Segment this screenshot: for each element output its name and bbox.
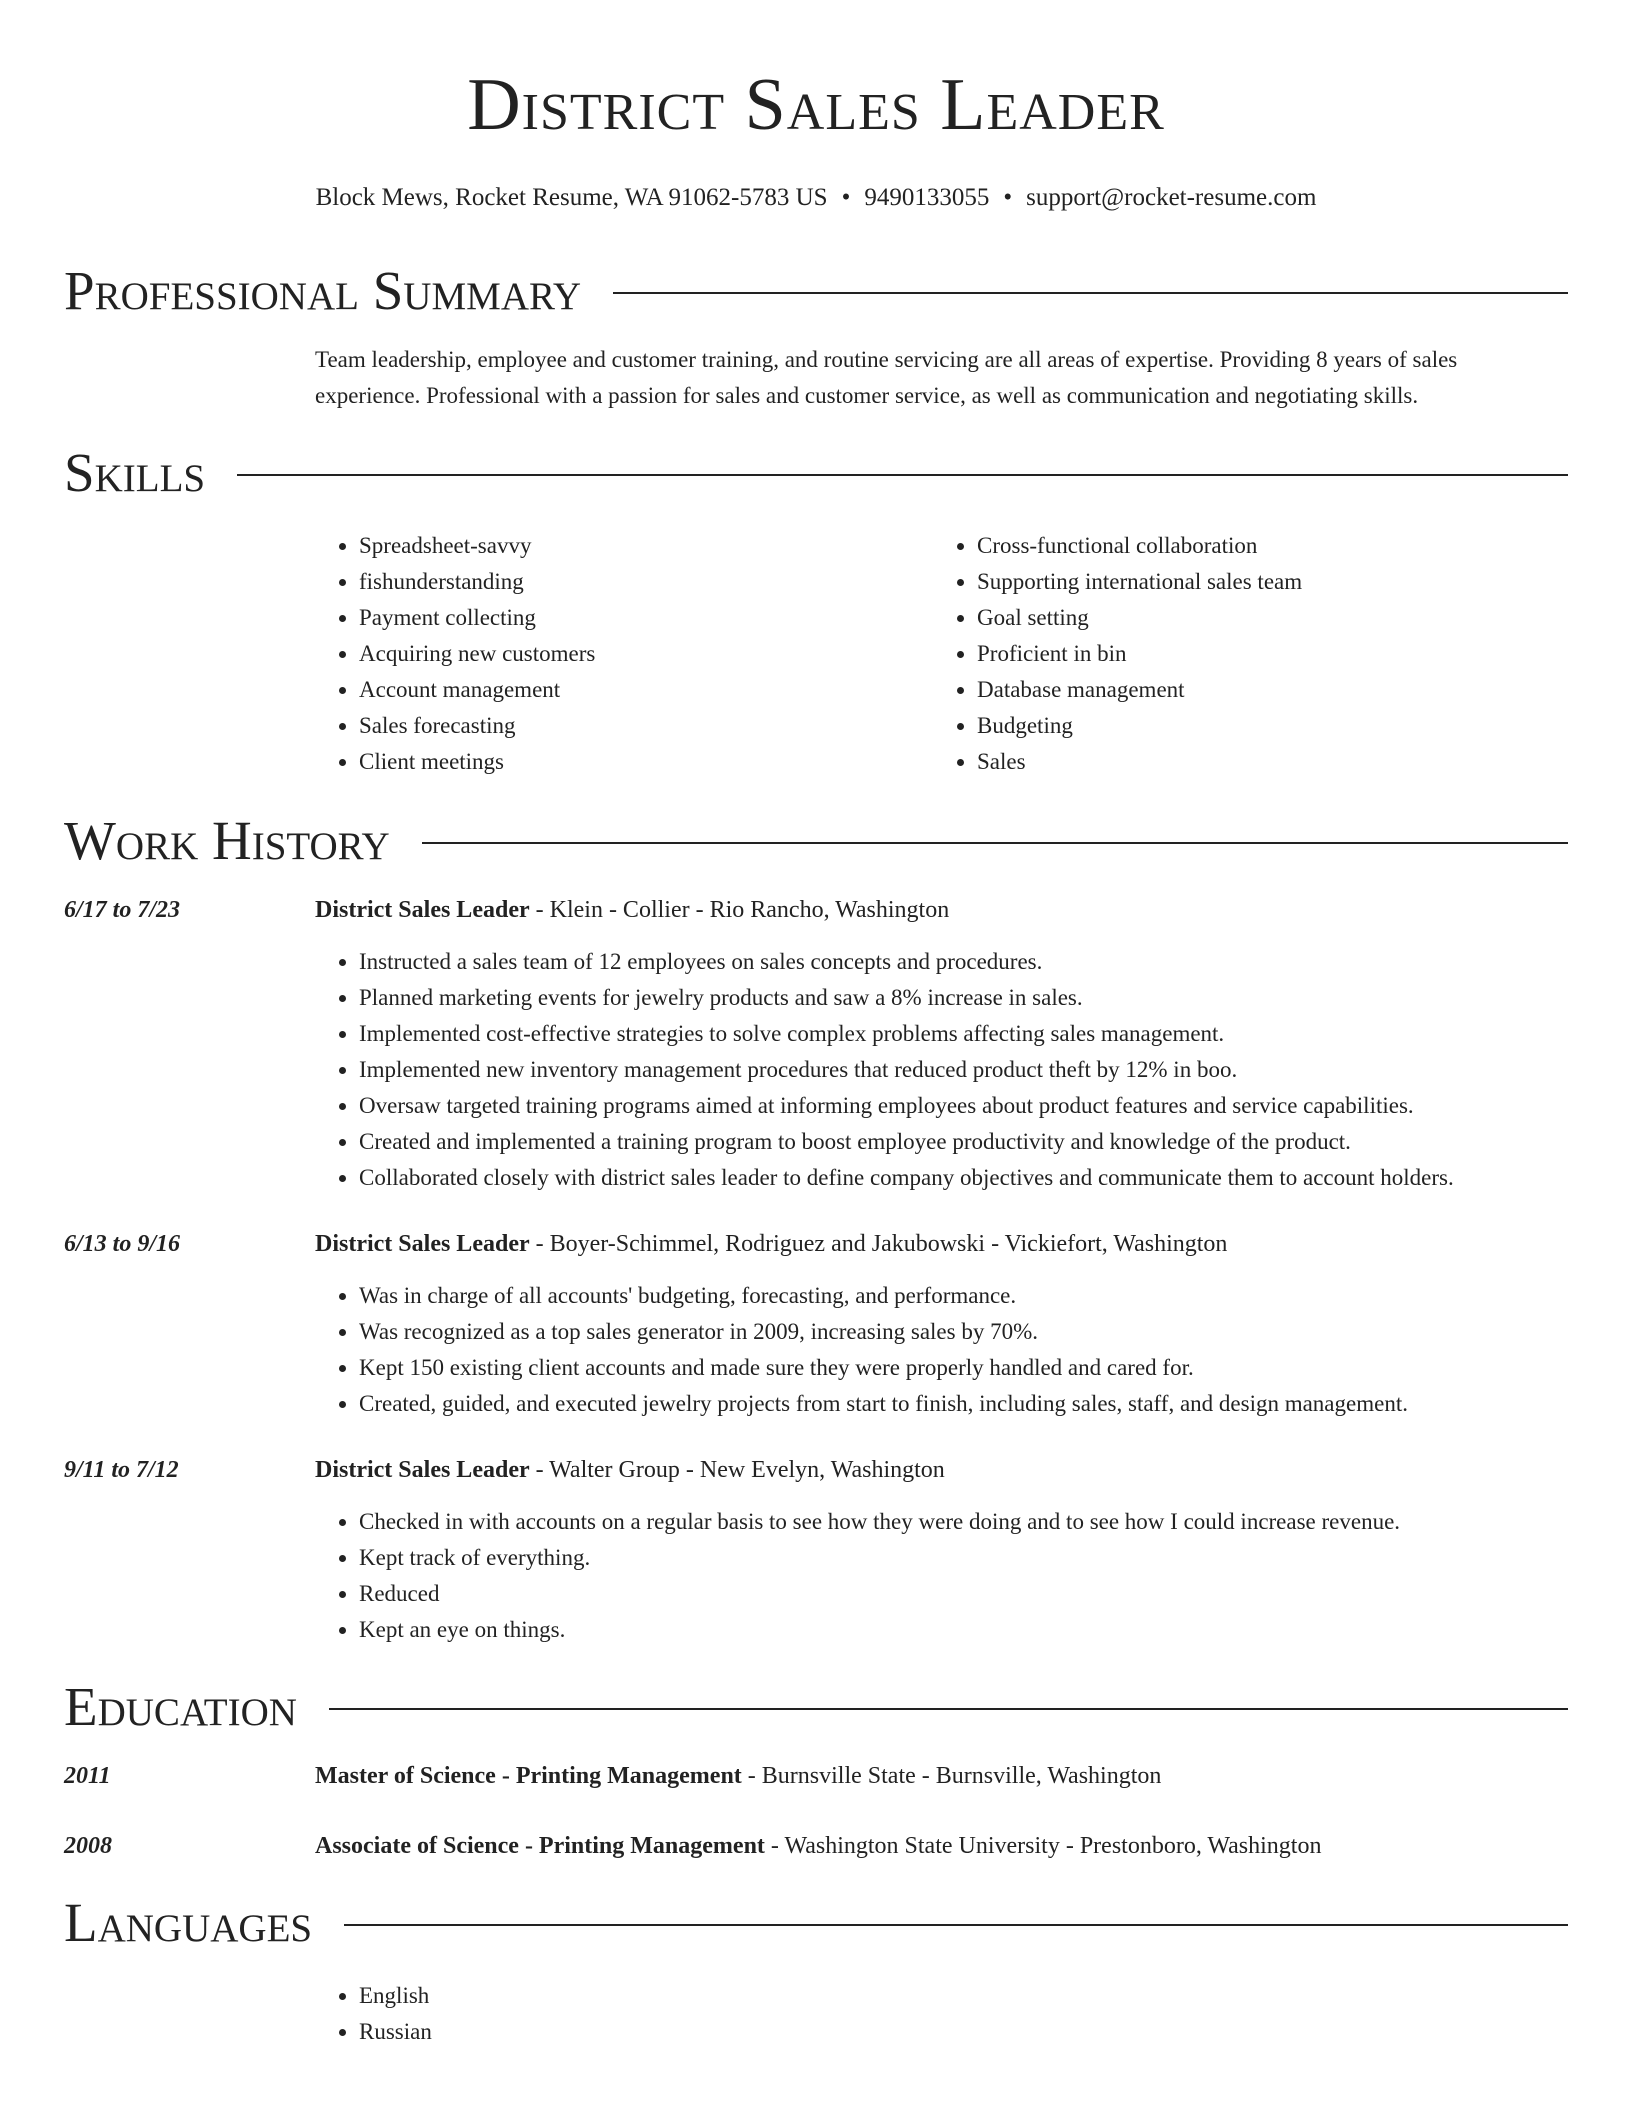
job-details: - Walter Group - New Evelyn, Washington [529,1457,945,1483]
summary-section-header [64,258,1568,324]
job-bullets [315,1278,1568,1422]
job-role: District Sales Leader [315,897,530,923]
job-heading [315,1452,1568,1488]
section-divider [344,1924,1568,1926]
section-divider [237,474,1568,476]
job-bullet: • Collaborated closely with district sales leader to define company objectives and communicate them to account holders. [359,1160,1568,1196]
skills-section-header [64,440,1568,506]
skill-item: • Cross-functional collaboration [977,528,1551,564]
job-details: - Boyer-Schimmel, Rodriguez and Jakubowski - Vickiefort, Washington [529,1231,1228,1257]
education-heading [315,1758,1568,1794]
skill-item: • Database management [977,672,1551,708]
skill-item: • Supporting international sales team [977,564,1551,600]
education-title: Education [64,1676,297,1737]
job-dates: 6/17 to 7/23 [64,897,181,923]
education-year: 2011 [64,1763,111,1789]
job-bullet: • Kept an eye on things. [359,1612,1568,1648]
education-degree: Associate of Science - Printing Management [315,1833,765,1859]
skill-item: • Account management [359,672,933,708]
skill-item: • Payment collecting [359,600,933,636]
skill-item: • Proficient in bin [977,636,1551,672]
job-bullet: • Kept track of everything. [359,1540,1568,1576]
job-bullet: • Implemented new inventory management procedures that reduced product theft by 12% in boo. [359,1052,1568,1088]
job-bullet: • Kept 150 existing client accounts and made sure they were properly handled and cared for. [359,1350,1568,1386]
section-divider [613,292,1568,294]
skill-item: • Acquiring new customers [359,636,933,672]
job-bullet: • Instructed a sales team of 12 employees on sales concepts and procedures. [359,944,1568,980]
skill-item: • Sales [977,744,1551,780]
job-bullet: • Created and implemented a training program to boost employee productivity and knowledge of the product. [359,1124,1568,1160]
education-entry [64,1828,1568,1864]
section-divider [422,842,1568,844]
summary-text: Team leadership, employee and customer training, and routine servicing are all areas of expertise. Providing 8 years of sales experience. Professional with a passion for sales and customer service, as well as communication and negotiating skills. [315,347,1458,408]
job-entry [64,1452,1568,1648]
section-divider [329,1708,1568,1710]
work-section-header [64,808,1568,874]
education-section-header [64,1674,1568,1740]
languages-section-header [64,1890,1568,1956]
education-year: 2008 [64,1833,112,1859]
job-role: District Sales Leader [315,1231,530,1257]
job-bullet: • Implemented cost-effective strategies to solve complex problems affecting sales management. [359,1016,1568,1052]
skill-item: • Budgeting [977,708,1551,744]
job-entry [64,892,1568,1196]
skills-column-left [315,528,933,780]
language-item: • Russian [359,2014,1568,2050]
contact-line [64,182,1568,214]
job-entry [64,1226,1568,1422]
skill-item: • Sales forecasting [359,708,933,744]
skill-item: • fishunderstanding [359,564,933,600]
education-heading [315,1828,1568,1864]
job-bullet: • Created, guided, and executed jewelry projects from start to finish, including sales, staff, and design management. [359,1386,1568,1422]
job-heading [315,892,1568,928]
contact-separator: • [1003,184,1013,211]
contact-phone: 9490133055 [864,184,990,211]
job-heading [315,1226,1568,1262]
education-details: - Washington State University - Prestonboro, Washington [764,1833,1322,1859]
job-role: District Sales Leader [315,1457,530,1483]
job-bullets [315,1504,1568,1648]
job-details: - Klein - Collier - Rio Rancho, Washington [529,897,950,923]
resume-name: District Sales Leader [467,64,1165,146]
summary-title: Professional Summary [64,260,582,321]
job-bullet: • Checked in with accounts on a regular basis to see how they were doing and to see how I could increase revenue. [359,1504,1568,1540]
skill-item: • Goal setting [977,600,1551,636]
contact-email: support@rocket-resume.com [1026,184,1317,211]
skills-list [315,528,1568,780]
contact-address: Block Mews, Rocket Resume, WA 91062-5783 US [315,184,828,211]
education-entry [64,1758,1568,1794]
skill-item: • Spreadsheet-savvy [359,528,933,564]
languages-title: Languages [64,1892,313,1953]
skill-item: • Client meetings [359,744,933,780]
language-item: • English [359,1978,1568,2014]
languages-list [315,1978,1568,2050]
job-bullets [315,944,1568,1196]
education-degree: Master of Science - Printing Management [315,1763,742,1789]
job-bullet: • Was recognized as a top sales generator in 2009, increasing sales by 70%. [359,1314,1568,1350]
skills-column-right [933,528,1551,780]
work-title: Work History [64,810,390,871]
job-bullet: • Oversaw targeted training programs aimed at informing employees about product features and service capabilities. [359,1088,1568,1124]
job-bullet: • Was in charge of all accounts' budgeting, forecasting, and performance. [359,1278,1568,1314]
job-dates: 9/11 to 7/12 [64,1457,179,1483]
education-details: - Burnsville State - Burnsville, Washington [741,1763,1162,1789]
job-bullet: • Planned marketing events for jewelry products and saw a 8% increase in sales. [359,980,1568,1016]
job-bullet: • Reduced [359,1576,1568,1612]
job-dates: 6/13 to 9/16 [64,1231,181,1257]
skills-title: Skills [64,442,206,503]
contact-separator: • [841,184,851,211]
